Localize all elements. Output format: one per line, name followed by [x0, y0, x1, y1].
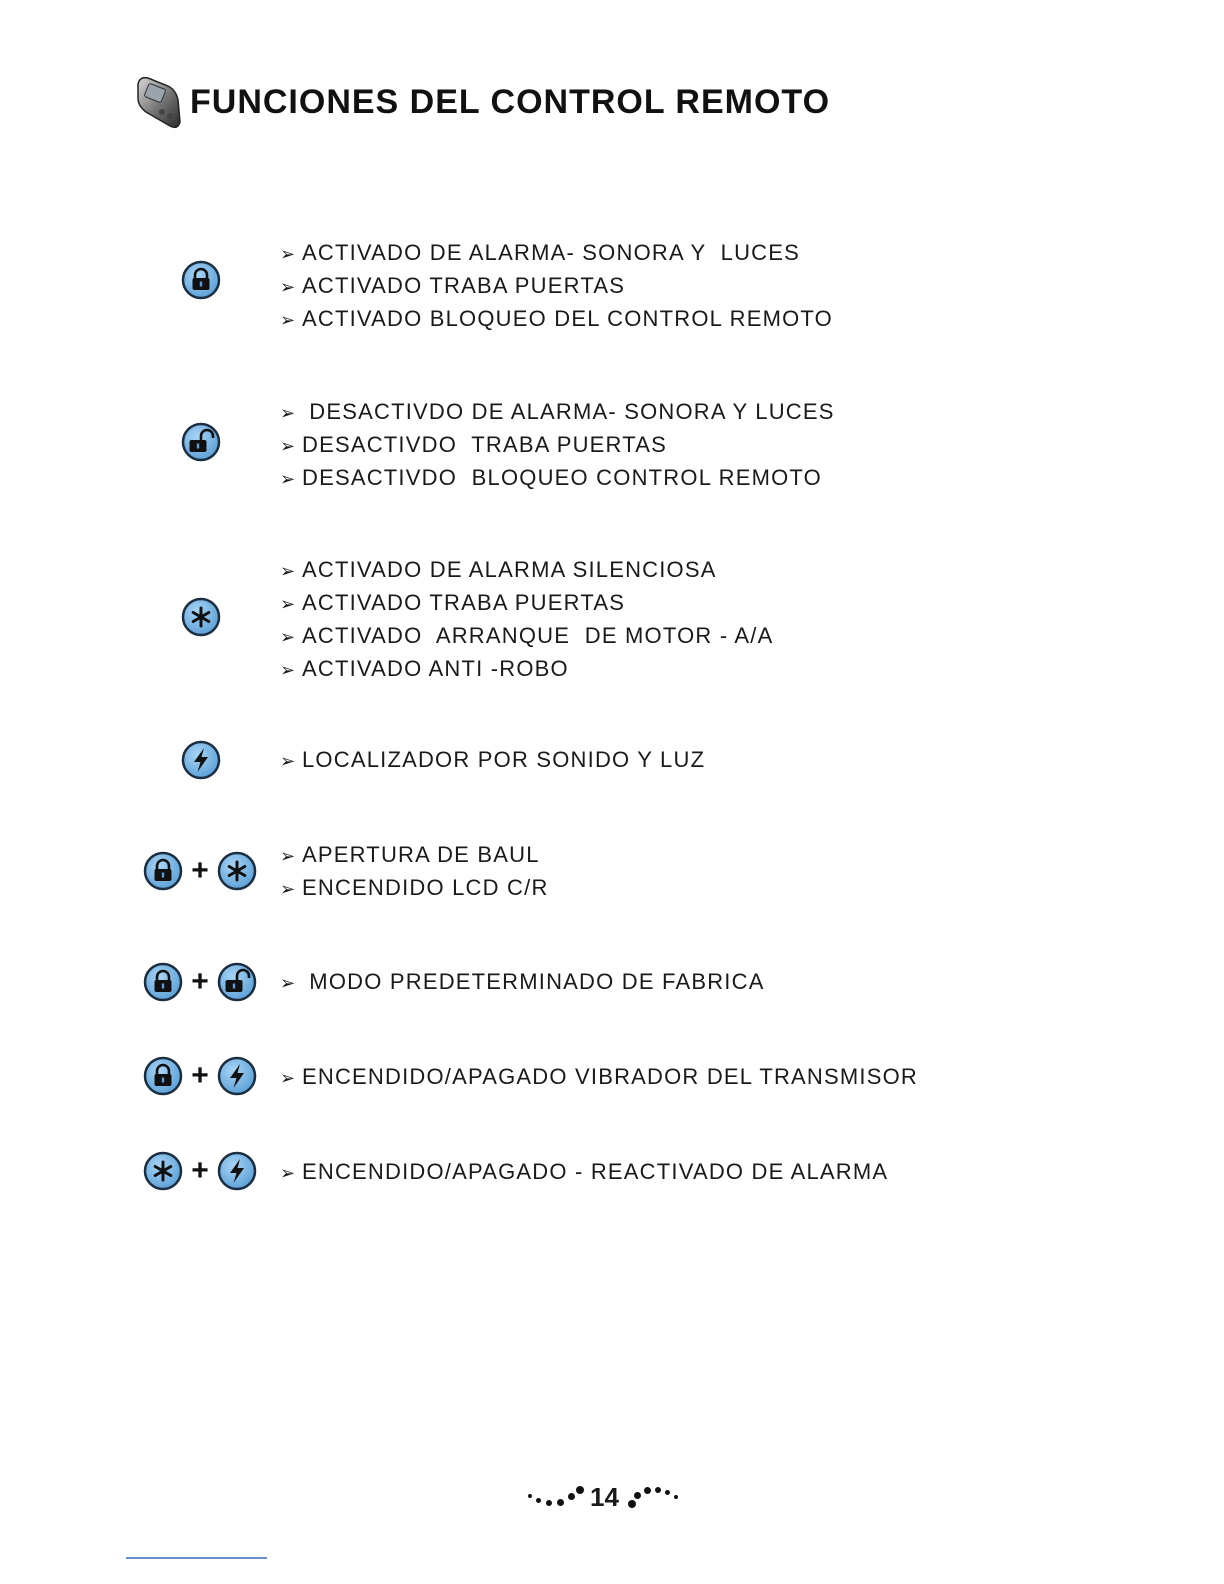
button-combination — [143, 1151, 257, 1191]
list-item-text: ENCENDIDO/APAGADO - REACTIVADO DE ALARMA — [302, 1159, 889, 1184]
list-item — [280, 966, 765, 999]
lightning-bolt-icon — [217, 1056, 257, 1096]
list-item-text: DESACTIVDO TRABA PUERTAS — [302, 432, 667, 457]
list-item-text: ENCENDIDO/APAGADO VIBRADOR DEL TRANSMISOR — [302, 1064, 919, 1089]
arrow-bullet-icon: ➢ — [280, 403, 297, 423]
list-item-text: ACTIVADO BLOQUEO DEL CONTROL REMOTO — [302, 306, 833, 331]
plus-sign: + — [191, 965, 209, 998]
page-number — [520, 1478, 690, 1518]
button-combination — [143, 851, 257, 891]
remote-control-icon — [132, 72, 184, 132]
arrow-bullet-icon: ➢ — [280, 310, 297, 330]
arrow-bullet-icon: ➢ — [280, 627, 297, 647]
arrow-bullet-icon: ➢ — [280, 436, 297, 456]
arrow-bullet-icon: ➢ — [280, 594, 297, 614]
arrow-bullet-icon: ➢ — [280, 879, 297, 899]
button-combination — [181, 597, 221, 637]
list-item-text: DESACTIVDO BLOQUEO CONTROL REMOTO — [302, 465, 822, 490]
list-item — [280, 237, 833, 270]
list-item — [280, 587, 774, 620]
list-item — [280, 396, 835, 429]
list-item-text: ACTIVADO DE ALARMA- SONORA Y LUCES — [302, 240, 801, 265]
list-item-text: ACTIVADO ARRANQUE DE MOTOR - A/A — [302, 623, 774, 648]
button-combination — [181, 422, 221, 462]
lock-icon — [181, 260, 221, 300]
asterisk-icon — [181, 597, 221, 637]
plus-sign: + — [191, 1059, 209, 1092]
unlock-icon — [181, 422, 221, 462]
list-item-text: ACTIVADO TRABA PUERTAS — [302, 273, 626, 298]
list-item — [280, 1156, 888, 1189]
arrow-bullet-icon: ➢ — [280, 1163, 297, 1183]
function-list — [280, 554, 774, 686]
arrow-bullet-icon: ➢ — [280, 846, 297, 866]
list-item-text: ACTIVADO DE ALARMA SILENCIOSA — [302, 557, 717, 582]
page-title: FUNCIONES DEL CONTROL REMOTO — [190, 82, 831, 121]
button-combination — [181, 260, 221, 300]
arrow-bullet-icon: ➢ — [280, 277, 297, 297]
plus-sign: + — [191, 854, 209, 887]
list-item-text: APERTURA DE BAUL — [302, 842, 540, 867]
list-item-text: LOCALIZADOR POR SONIDO Y LUZ — [302, 747, 706, 772]
list-item — [280, 620, 774, 653]
page-header — [132, 72, 830, 132]
list-item — [280, 462, 835, 495]
button-combination — [143, 962, 257, 1002]
list-item — [280, 429, 835, 462]
list-item — [280, 839, 549, 872]
asterisk-icon — [143, 1151, 183, 1191]
arrow-bullet-icon: ➢ — [280, 469, 297, 489]
list-item-text: MODO PREDETERMINADO DE FABRICA — [302, 969, 765, 994]
list-item-text: DESACTIVDO DE ALARMA- SONORA Y LUCES — [302, 399, 835, 424]
lock-icon — [143, 851, 183, 891]
button-combination — [181, 740, 221, 780]
page-number-text: 14 — [590, 1482, 619, 1512]
arrow-bullet-icon: ➢ — [280, 660, 297, 680]
list-item — [280, 744, 705, 777]
list-item — [280, 872, 549, 905]
function-list — [280, 966, 765, 999]
arrow-bullet-icon: ➢ — [280, 973, 297, 993]
asterisk-icon — [217, 851, 257, 891]
arrow-bullet-icon: ➢ — [280, 751, 297, 771]
footer-rule — [126, 1557, 267, 1559]
function-list — [280, 1061, 918, 1094]
function-list — [280, 744, 705, 777]
function-list — [280, 396, 835, 495]
lightning-bolt-icon — [217, 1151, 257, 1191]
button-combination — [143, 1056, 257, 1096]
lock-icon — [143, 1056, 183, 1096]
list-item-text: ACTIVADO TRABA PUERTAS — [302, 590, 626, 615]
lock-icon — [143, 962, 183, 1002]
lightning-bolt-icon — [181, 740, 221, 780]
arrow-bullet-icon: ➢ — [280, 561, 297, 581]
arrow-bullet-icon: ➢ — [280, 1068, 297, 1088]
list-item-text: ACTIVADO ANTI -ROBO — [302, 656, 569, 681]
list-item — [280, 303, 833, 336]
list-item — [280, 554, 774, 587]
list-item-text: ENCENDIDO LCD C/R — [302, 875, 549, 900]
function-list — [280, 1156, 888, 1189]
list-item — [280, 653, 774, 686]
function-list — [280, 839, 549, 905]
function-list — [280, 237, 833, 336]
unlock-icon — [217, 962, 257, 1002]
list-item — [280, 1061, 918, 1094]
list-item — [280, 270, 833, 303]
plus-sign: + — [191, 1154, 209, 1187]
arrow-bullet-icon: ➢ — [280, 244, 297, 264]
